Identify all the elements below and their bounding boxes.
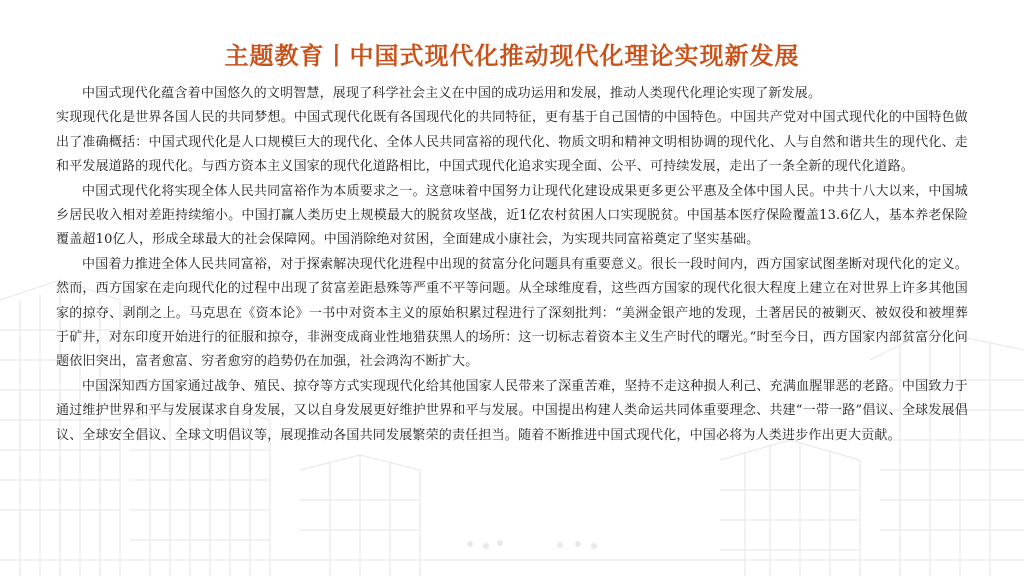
page-title: 主题教育丨中国式现代化推动现代化理论实现新发展 — [224, 42, 800, 70]
paragraph-peaceful-development: 中国深知西方国家通过战争、殖民、掠夺等方式实现现代化给其他国家人民带来了深重苦难，坚持不走这种损人利己、充满血腥罪恶的老路。中国致力于通过维护世界和平与发展谋求自身发展，又以自身发展更好维护世界和平与发展。中国提出构建人类命运共同体重要理念、共建“一带一路”倡议、全球发展倡议、全球安全倡议、全球文明倡议等，展现推动各国共同发展繁荣的责任担当。随着不断推进中国式现代化，中国必将为人类进步作出更大贡献。 — [56, 378, 968, 443]
paragraph-western-modernization: 中国着力推进全体人民共同富裕，对于探索解决现代化进程中出现的贫富分化问题具有重要意义。很长一段时间内，西方国家试图垄断对现代化的定义。然而，西方国家在走向现代化的过程中出现了贫富差距悬殊等严重不平等问题。从全球维度看，这些西方国家的现代化很大程度上建立在对世界上许多其他国家的掠夺、剥削之上。马克思在《资本论》一书中对资本主义的原始积累过程进行了深刻批判：“美洲金银产地的发现，土著居民的被剿灭、被奴役和被埋葬于矿井，对东印度开始进行的征服和掠夺，非洲变成商业性地猎获黑人的场所：这一切标志着资本主义生产时代的曙光。”时至今日，西方国家内部贫富分化问题依旧突出，富者愈富、穷者愈穷的趋势仍在加强，社会鸿沟不断扩大。 — [56, 256, 968, 370]
paragraph-common-prosperity: 中国式现代化将实现全体人民共同富裕作为本质要求之一。这意味着中国努力让现代化建设成果更多更公平惠及全体中国人民。中共十八大以来，中国城乡居民收入相对差距持续缩小。中国打赢人类历史上规模最大的脱贫攻坚战，近1亿农村贫困人口实现脱贫。中国基本医疗保险覆盖13.6亿人，基本养老保险覆盖超10亿人，形成全球最大的社会保障网。中国消除绝对贫困，全面建成小康社会，为实现共同富裕奠定了坚实基础。 — [56, 183, 968, 248]
paragraph-common-dream: 实现现代化是世界各国人民的共同梦想。中国式现代化既有各国现代化的共同特征，更有基于自己国情的中国特色。中国共产党对中国式现代化的中国特色做出了准确概括：中国式现代化是人口规模巨大的现代化、全体人民共同富裕的现代化、物质文明和精神文明相协调的现代化、人与自然和谐共生的现代化、走和平发展道路的现代化。与西方资本主义国家的现代化道路相比，中国式现代化追求实现全面、公平、可持续发展，走出了一条全新的现代化道路。 — [56, 110, 968, 175]
paragraph-intro: 中国式现代化蕴含着中国悠久的文明智慧，展现了科学社会主义在中国的成功运用和发展，推动人类现代化理论实现了新发展。 — [82, 86, 822, 101]
article-body — [56, 82, 968, 448]
